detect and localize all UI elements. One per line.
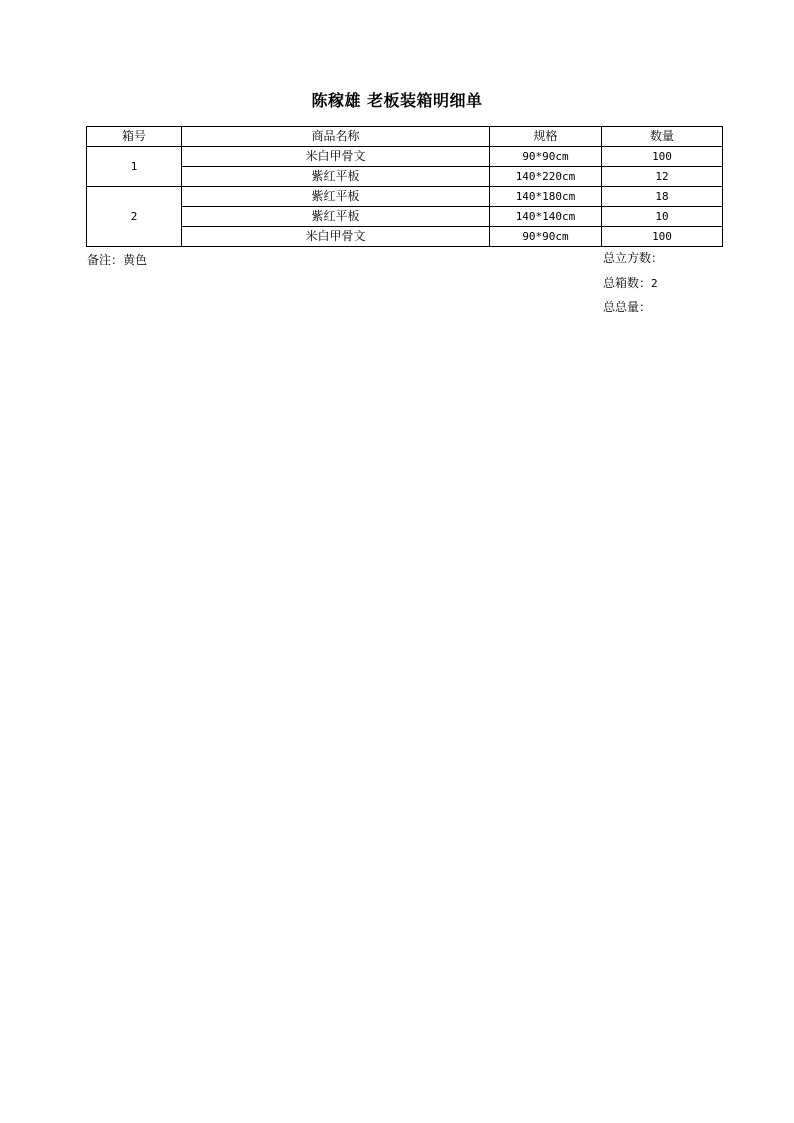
quantity-cell: 100 — [602, 147, 723, 167]
header-product-name: 商品名称 — [182, 127, 490, 147]
table-row — [87, 147, 723, 167]
product-name-cell: 米白甲骨文 — [182, 227, 490, 247]
table-row — [87, 187, 723, 207]
packing-table — [86, 126, 723, 247]
remark-value: 黄色 — [123, 253, 148, 267]
table-row — [87, 227, 723, 247]
header-quantity: 数量 — [602, 127, 723, 147]
product-name-cell: 米白甲骨文 — [182, 147, 490, 167]
product-name-cell: 紫红平板 — [182, 207, 490, 227]
remark-label: 备注： — [87, 253, 124, 267]
product-name-cell: 紫红平板 — [182, 187, 490, 207]
spec-cell: 90*90cm — [490, 147, 602, 167]
spec-cell: 140*180cm — [490, 187, 602, 207]
header-box-no: 箱号 — [87, 127, 182, 147]
product-name-cell: 紫红平板 — [182, 167, 490, 187]
quantity-cell: 10 — [602, 207, 723, 227]
table-row — [87, 167, 723, 187]
box-number-cell: 1 — [87, 147, 182, 187]
document-title: 陈稼雄 老板装箱明细单 — [311, 91, 483, 110]
spec-cell: 140*220cm — [490, 167, 602, 187]
total-volume-line — [603, 249, 663, 266]
table-header-row — [87, 127, 723, 147]
total-boxes-label: 总箱数： — [603, 276, 652, 290]
total-weight-line — [603, 298, 651, 315]
total-boxes-value: 2 — [651, 277, 658, 290]
box-number-cell: 2 — [87, 187, 182, 247]
quantity-cell: 18 — [602, 187, 723, 207]
spec-cell: 140*140cm — [490, 207, 602, 227]
total-boxes-line — [603, 274, 658, 291]
header-spec: 规格 — [490, 127, 602, 147]
remark-line — [87, 251, 147, 268]
spec-cell: 90*90cm — [490, 227, 602, 247]
quantity-cell: 12 — [602, 167, 723, 187]
total-volume-label: 总立方数： — [603, 251, 664, 265]
quantity-cell: 100 — [602, 227, 723, 247]
table-row — [87, 207, 723, 227]
total-weight-label: 总总量： — [603, 300, 652, 314]
